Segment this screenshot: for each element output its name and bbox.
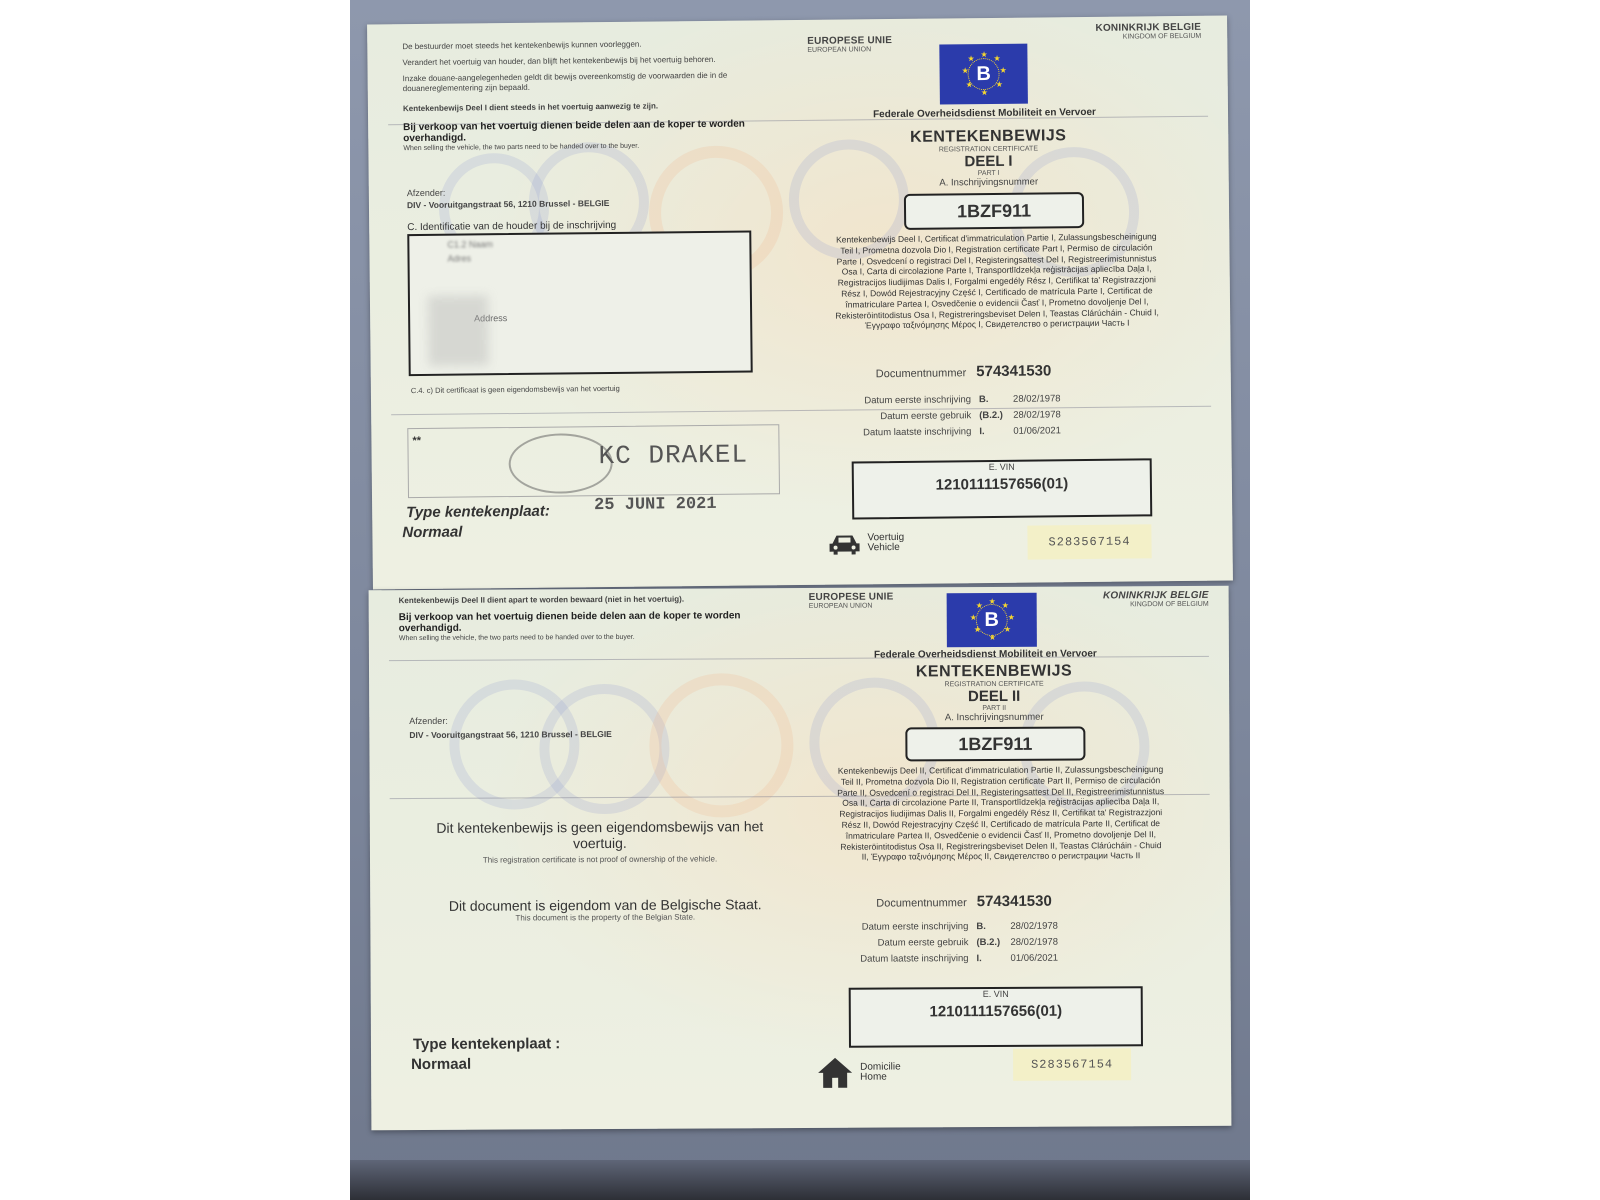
language-list: Kentekenbewijs Deel I, Certificat d'immatriculation Partie I, Zulassungsbescheinigung Teil I, Prometna dozvola Dio I, Registration certificate Part I, Permiso de circulación Parte I, Osvedcení o registraci Del I, Registeringsattest Del I, Registreerimistunnistus Osa I, Carta di circolazione Parte I, Transportlīdzekļa reģistrācijas apliecība Daļa I, Registracijos liudijimas Dalis I, Forgalmi engedély Rész I, Certifikat ta' Registrazzjoni Rész I, Dowód Rejestracyjny Część I, Certificado de matrícula Parte I, Certificat de înmatriculare Partea I, Osvedčenie o evidencii Časť I, Prometno dovoljenje Del I, Rekisteröintitodistus Osa I, Registreringsbeviset Delen I, Teastas Clárúcháin - Chuid I, Έγγραφο ταξινόμησης Μέρος I, Свидетелство о регистрации Часть I [835,231,1159,331]
dates-block [848,921,1058,965]
vin-box [849,986,1143,1048]
icon-label-en: Vehicle [867,541,900,554]
date-code: B. [976,921,986,933]
vin-value: 1210111157656(01) [935,475,1069,494]
note-bold: Kentekenbewijs Deel II dient apart te worden bewaard (niet in het voertuig). [398,594,685,606]
authority-name: Federale Overheidsdienst Mobiliteit en Vervoer [872,106,1096,121]
date-label: Datum eerste gebruik [880,410,972,423]
date-label: Datum eerste inschrijving [861,921,969,933]
registration-number: 1BZF911 [904,192,1084,230]
note-text: Verandert het voertuig van houder, dan blijft het kentekenbewijs bij het voertuig behoren. [402,54,716,68]
car-icon [827,531,861,555]
redacted-area [428,295,489,366]
language-list: Kentekenbewijs Deel II, Certificat d'immatriculation Partie II, Zulassungsbescheinigung Teil II, Prometna dozvola Dio II, Registration certificate Part II, Permiso de circulación Parte II, Osvedcení o registraci Del II, Registeringsattest Del II, Registreerimistunnistus Osa II, Carta di circolazione Parte II, Transportlīdzekļa reģistrācijas apliecība Daļa II, Registracijos liudijimas Dalis II, Forgalmi engedély Rész II, Certifikat ta' Registrazzjoni Rész II, Dowód Rejestracyjny Część II, Certificado de matrícula Parte II, Certificat de înmatriculare Partea II, Osvedčenie o evidencii Časť II, Prometno dovoljenje Del II, Rekisteröintitodistus Osa II, Registreringsbeviset Delen II, Teastas Clárúcháin - Chuid II, Έγγραφο ταξινόμησης Μέρος II, Свидетелство о регистрации Часть II [837,764,1165,863]
plate-type-value: Normaal [411,1055,472,1074]
sender-address: DIV - Vooruitgangstraat 56, 1210 Brussel - BELGIE [406,197,610,211]
registration-certificate-part1 [367,16,1233,590]
vin-box [852,458,1153,519]
note-text: De bestuurder moet steeds het kentekenbewijs kunnen voorleggen. [402,39,642,52]
sale-notice: Bij verkoop van het voertuig dienen beide delen aan de koper te worden overhandigd. [398,610,741,635]
note-text: Inzake douane-aangelegenheden geldt dit bewijs overeenkomstig de voorwaarden die in de douanereglementering zijn bepaald. [402,70,728,94]
stamp-text: KC DRAKEL [598,439,749,472]
eu-label [809,592,894,610]
stars-mark: ** [412,434,422,448]
vehicle-badge [827,531,904,556]
eu-label-nl: EUROPESE UNIE [808,591,894,603]
vin-label: E. VIN [988,461,1015,473]
sale-notice-en: When selling the vehicle, the two parts need to be handed over to the buyer. [398,633,635,643]
eu-label-en: EUROPEAN UNION [807,46,872,54]
registration-label: A. Inschrijvingsnummer [944,711,1044,724]
sender-address: DIV - Vooruitgangstraat 56, 1210 Brussel - BELGIE [409,728,612,741]
holder-name: C1.2 Naam [447,239,493,250]
authority-name: Federale Overheidsdienst Mobiliteit en Vervoer [873,648,1097,661]
title-block [834,662,1154,724]
kingdom-label [1103,590,1209,609]
plate-type-label: Type kentekenplaat: [406,502,550,522]
icon-label-nl: Domicilie [860,1061,901,1073]
document-number-row [876,362,1052,381]
document-number-label: Documentnummer [875,367,967,381]
kingdom-label [1095,22,1201,41]
date-label: Datum laatste inschrijving [863,426,972,439]
date-code: B. [978,394,989,406]
eu-flag-icon: ★ ★ ★ ★ ★ ★ ★ ★ B [939,44,1028,105]
part-label: DEEL II [967,687,1021,706]
kingdom-label-en: KINGDOM OF BELGIUM [1130,600,1209,609]
part-label-en: PART II [982,704,1007,713]
date-label: Datum laatste inschrijving [860,953,969,965]
holder-name-2: Adres [447,253,472,264]
kingdom-label-nl: KONINKRIJK BELGIE [1095,21,1202,34]
ownership-notice [430,818,770,865]
date-row [851,425,1061,438]
date-value: 01/06/2021 [1010,952,1059,964]
document-title: KENTEKENBEWIJS [910,127,1067,146]
document-number-row [876,893,1052,911]
eu-flag-icon: ★ ★ ★ ★ ★ ★ ★ ★ B [947,593,1037,647]
part-label-en: PART I [977,169,1000,178]
document-number: 574341530 [976,892,1052,911]
date-value: 28/02/1978 [1012,393,1061,405]
date-code: I. [976,953,982,965]
registration-certificate-part2 [369,586,1232,1130]
date-value: 28/02/1978 [1013,409,1061,421]
date-code: I. [979,426,985,438]
registration-label: A. Inschrijvingsnummer [939,176,1039,189]
icon-label-en: Home [860,1071,887,1083]
date-row [851,393,1061,406]
ownership-text: Dit kentekenbewijs is geen eigendomsbewijs van het voertuig. [436,818,764,852]
document-title-en: REGISTRATION CERTIFICATE [938,145,1039,154]
date-value: 28/02/1978 [1010,920,1058,932]
icon-label-nl: Voertuig [867,531,905,544]
sender-label: Afzender: [406,187,446,199]
serial-number: S283567154 [1013,1048,1131,1081]
holder-box [407,231,752,377]
serial-number: S283567154 [1027,524,1151,559]
eu-label-en: EUROPEAN UNION [808,602,873,610]
date-row [848,937,1058,949]
holder-address: Address [474,313,508,324]
stamp-date: 25 JUNI 2021 [594,494,717,516]
holder-label: C. Identificatie van de houder bij de inschrijving [407,219,617,234]
eu-label-nl: EUROPESE UNIE [807,35,893,47]
stamp-seal [508,433,613,494]
date-code: (B.2.) [979,409,1004,422]
home-badge [816,1055,901,1089]
date-row [851,409,1061,422]
registration-number: 1BZF911 [905,727,1085,762]
photo-background [350,0,1250,1200]
divider [391,406,1211,416]
sale-notice: Bij verkoop van het voertuig dienen beide delen aan de koper te worden overhandigd. [403,118,745,145]
document-number-label: Documentnummer [876,897,967,910]
sender-label: Afzender: [409,715,448,727]
notes-block [402,38,783,154]
note-bold: Kentekenbewijs Deel I dient steeds in het voertuig aanwezig te zijn. [402,101,659,114]
country-letter: B [967,58,999,90]
property-text: Dit document is eigendom van de Belgische Staat. [448,896,762,914]
vin-value: 1210111157656(01) [929,1002,1063,1021]
property-notice [410,896,800,923]
kingdom-label-en: KINGDOM OF BELGIUM [1122,32,1202,41]
eu-label [807,35,892,54]
title-block [828,126,1149,189]
plate-type-label: Type kentekenplaat : [412,1035,561,1054]
date-row [848,921,1058,933]
date-value: 28/02/1978 [1010,936,1059,948]
part-label: DEEL I [964,152,1013,171]
notes-block [399,594,779,644]
document-title: KENTEKENBEWIJS [915,662,1073,681]
dates-block [851,393,1061,438]
kingdom-label-nl: KONINKRIJK BELGIE [1102,589,1209,602]
table-edge [350,1160,1250,1200]
country-letter: B [976,604,1008,636]
document-title-en: REGISTRATION CERTIFICATE [944,680,1044,689]
date-code: (B.2.) [976,936,1001,949]
date-label: Datum eerste gebruik [877,937,969,949]
ownership-text-en: This registration certificate is not proof of ownership of the vehicle. [482,854,718,865]
house-icon [816,1056,854,1090]
sale-notice-en: When selling the vehicle, the two parts need to be handed over to the buyer. [403,142,640,153]
plate-type-value: Normaal [402,523,463,542]
document-number: 574341530 [976,362,1052,381]
c4c-note: C.4. c) Dit certificaat is geen eigendomsbewijs van het voertuig [410,383,620,396]
property-text-en: This document is the property of the Belgian State. [515,912,696,923]
date-label: Datum eerste inschrijving [864,394,972,407]
stamp-area [407,424,780,498]
date-row [849,953,1059,965]
vin-label: E. VIN [982,988,1009,1000]
date-value: 01/06/2021 [1013,425,1061,437]
